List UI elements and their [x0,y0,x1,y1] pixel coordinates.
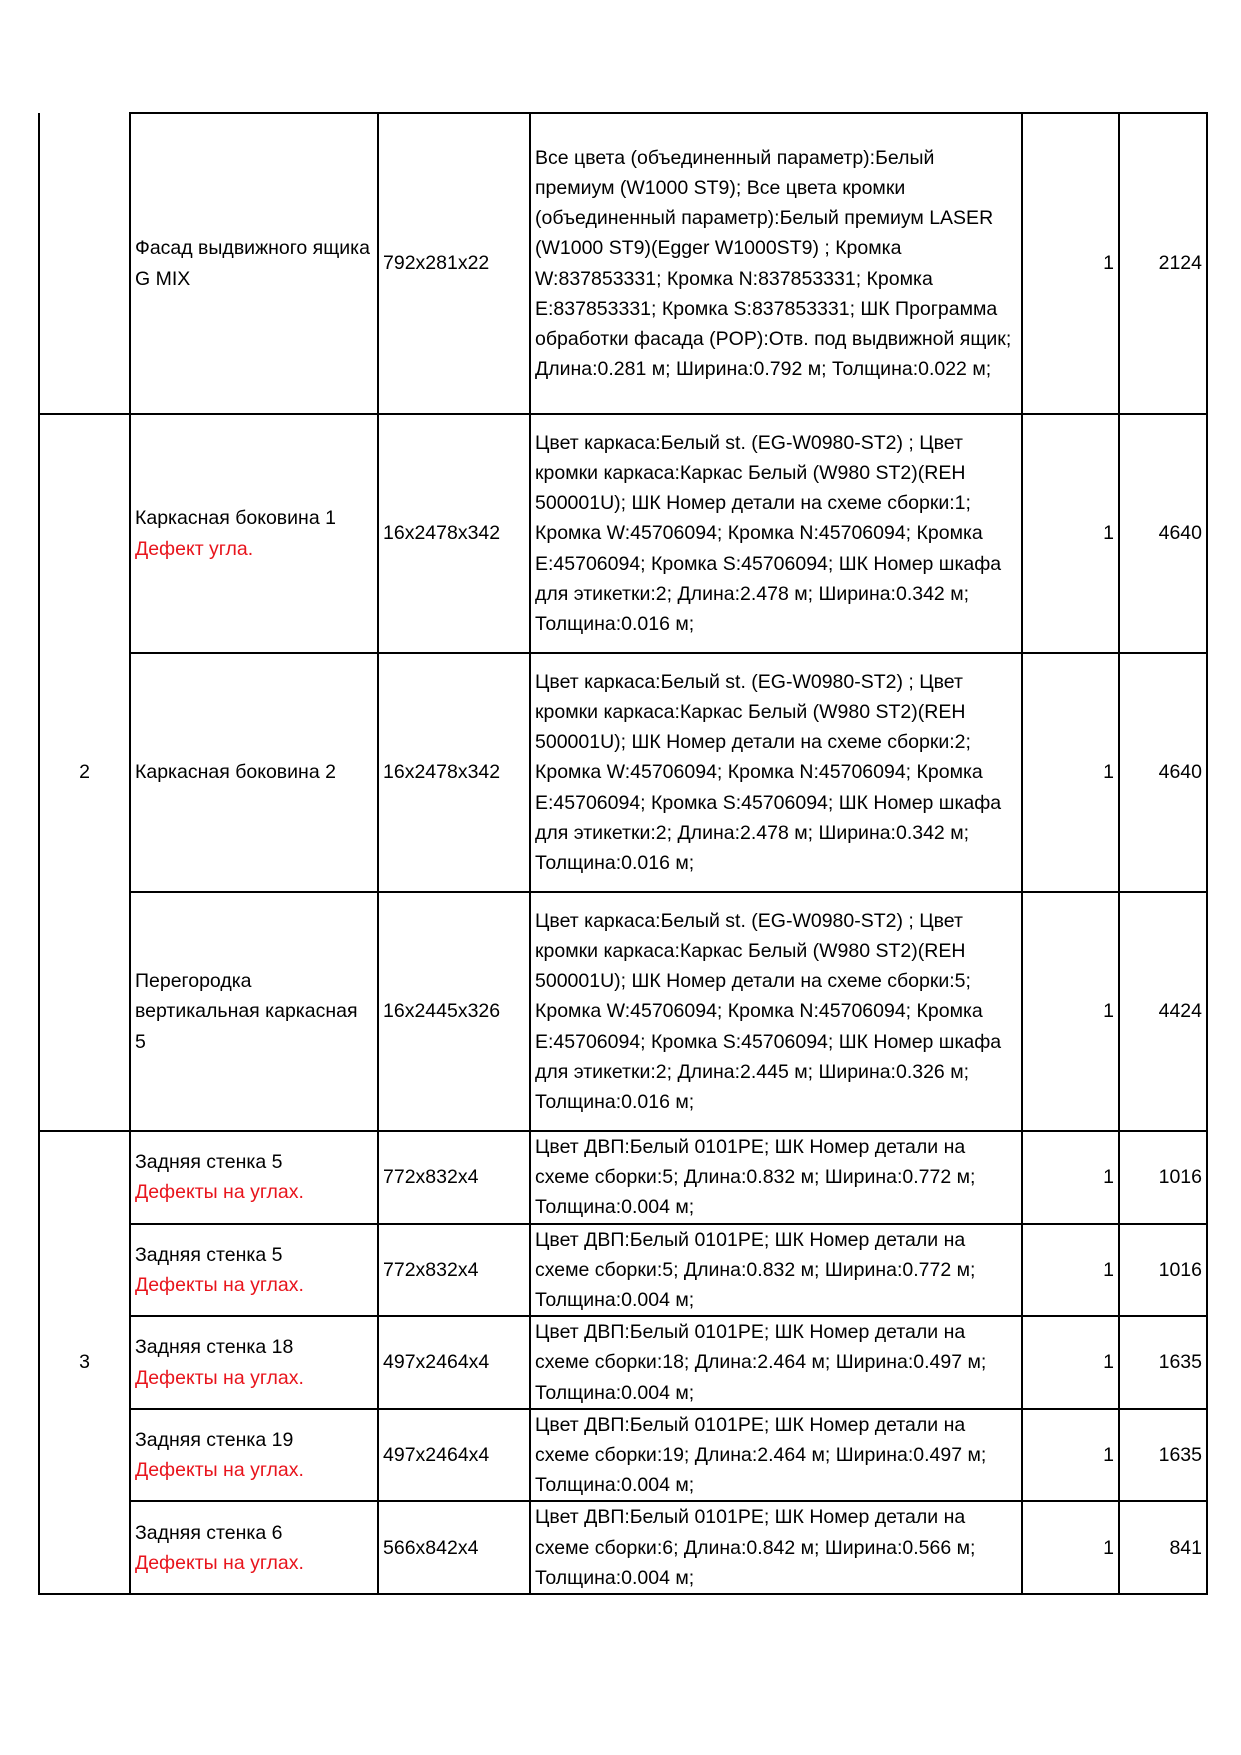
defect-note: Дефекты на углах. [135,1273,304,1296]
part-description-cell: Все цвета (объединенный параметр):Белый премиум (W1000 ST9); Все цвета кромки (объединенный параметр):Белый премиум LASER (W1000 ST9)(Egger W1000ST9) ; Кромка W:837853331; Кромка N:837853331; Кромка E:837853331; Кромка S:837853331; ШК Программа обработки фасада (POP):Отв. под выдвижной ящик; Длина:0.281 м; Ширина:0.792 м; Толщина:0.022 м; [530,113,1022,414]
part-name: Фасад выдвижного ящика G MIX [135,237,370,290]
group-number-cell: 2 [39,414,130,1131]
part-name: Задняя стенка 5 [135,1151,283,1174]
part-name-cell [130,1501,378,1594]
part-qty-cell: 1 [1022,1409,1119,1502]
part-name-cell [130,1409,378,1502]
part-name-cell [130,892,378,1131]
table-row [39,1224,1207,1317]
part-size-cell: 16x2445x326 [378,892,530,1131]
table-row [39,1316,1207,1409]
table-row [39,653,1207,892]
part-size-cell: 792x281x22 [378,113,530,414]
defect-note: Дефекты на углах. [135,1366,304,1389]
part-description-cell: Цвет ДВП:Белый 0101PE; ШК Номер детали на схеме сборки:5; Длина:0.832 м; Ширина:0.772 м; Толщина:0.004 м; [530,1224,1022,1317]
part-name: Каркасная боковина 2 [135,761,336,784]
part-price-cell: 4640 [1119,653,1207,892]
part-name-cell [130,1131,378,1224]
part-description-cell: Цвет каркаса:Белый st. (EG-W0980-ST2) ; Цвет кромки каркаса:Каркас Белый (W980 ST2)(REH 500001U); ШК Номер детали на схеме сборки:5; Кромка W:45706094; Кромка N:45706094; Кромка E:45706094; Кромка S:45706094; ШК Номер шкафа для этикетки:2; Длина:2.445 м; Ширина:0.326 м; Толщина:0.016 м; [530,892,1022,1131]
part-qty-cell: 1 [1022,1224,1119,1317]
part-description-cell: Цвет ДВП:Белый 0101PE; ШК Номер детали на схеме сборки:18; Длина:2.464 м; Ширина:0.497 м; Толщина:0.004 м; [530,1316,1022,1409]
part-qty-cell: 1 [1022,1131,1119,1224]
part-name: Задняя стенка 5 [135,1243,283,1266]
part-name: Задняя стенка 6 [135,1521,283,1544]
part-price-cell: 4640 [1119,414,1207,653]
table-row [39,1409,1207,1502]
part-size-cell: 772x832x4 [378,1224,530,1317]
part-price-cell: 841 [1119,1501,1207,1594]
part-size-cell: 16x2478x342 [378,414,530,653]
part-price-cell: 1016 [1119,1131,1207,1224]
defect-note: Дефект угла. [135,537,254,560]
part-name-cell [130,1224,378,1317]
part-description-cell: Цвет каркаса:Белый st. (EG-W0980-ST2) ; Цвет кромки каркаса:Каркас Белый (W980 ST2)(REH 500001U); ШК Номер детали на схеме сборки:2; Кромка W:45706094; Кромка N:45706094; Кромка E:45706094; Кромка S:45706094; ШК Номер шкафа для этикетки:2; Длина:2.478 м; Ширина:0.342 м; Толщина:0.016 м; [530,653,1022,892]
part-name: Задняя стенка 18 [135,1336,294,1359]
table-row [39,113,1207,414]
part-size-cell: 497x2464x4 [378,1316,530,1409]
part-qty-cell: 1 [1022,414,1119,653]
part-size-cell: 566x842x4 [378,1501,530,1594]
part-description-cell: Цвет ДВП:Белый 0101PE; ШК Номер детали на схеме сборки:5; Длина:0.832 м; Ширина:0.772 м; Толщина:0.004 м; [530,1131,1022,1224]
part-name-cell [130,653,378,892]
part-qty-cell: 1 [1022,1316,1119,1409]
part-price-cell: 1016 [1119,1224,1207,1317]
part-price-cell: 2124 [1119,113,1207,414]
defect-note: Дефекты на углах. [135,1551,304,1574]
part-description-cell: Цвет каркаса:Белый st. (EG-W0980-ST2) ; Цвет кромки каркаса:Каркас Белый (W980 ST2)(REH 500001U); ШК Номер детали на схеме сборки:1; Кромка W:45706094; Кромка N:45706094; Кромка E:45706094; Кромка S:45706094; ШК Номер шкафа для этикетки:2; Длина:2.478 м; Ширина:0.342 м; Толщина:0.016 м; [530,414,1022,653]
part-description-cell: Цвет ДВП:Белый 0101PE; ШК Номер детали на схеме сборки:19; Длина:2.464 м; Ширина:0.497 м; Толщина:0.004 м; [530,1409,1022,1502]
part-size-cell: 772x832x4 [378,1131,530,1224]
part-price-cell: 1635 [1119,1316,1207,1409]
part-size-cell: 497x2464x4 [378,1409,530,1502]
part-name: Перегородка вертикальная каркасная 5 [135,970,358,1053]
part-name: Каркасная боковина 1 [135,507,336,530]
table-row [39,892,1207,1131]
part-name: Задняя стенка 19 [135,1428,294,1451]
part-price-cell: 1635 [1119,1409,1207,1502]
parts-table [38,112,1208,1595]
part-qty-cell: 1 [1022,892,1119,1131]
defect-note: Дефекты на углах. [135,1181,304,1204]
part-description-cell: Цвет ДВП:Белый 0101PE; ШК Номер детали на схеме сборки:6; Длина:0.842 м; Ширина:0.566 м; Толщина:0.004 м; [530,1501,1022,1594]
table-row [39,1131,1207,1224]
table-row [39,414,1207,653]
part-price-cell: 4424 [1119,892,1207,1131]
part-size-cell: 16x2478x342 [378,653,530,892]
group-number-cell: 3 [39,1131,130,1594]
table-row [39,1501,1207,1594]
group-number-cell [39,113,130,414]
part-qty-cell: 1 [1022,1501,1119,1594]
part-name-cell [130,414,378,653]
part-name-cell [130,1316,378,1409]
part-name-cell [130,113,378,414]
part-qty-cell: 1 [1022,653,1119,892]
defect-note: Дефекты на углах. [135,1459,304,1482]
part-qty-cell: 1 [1022,113,1119,414]
